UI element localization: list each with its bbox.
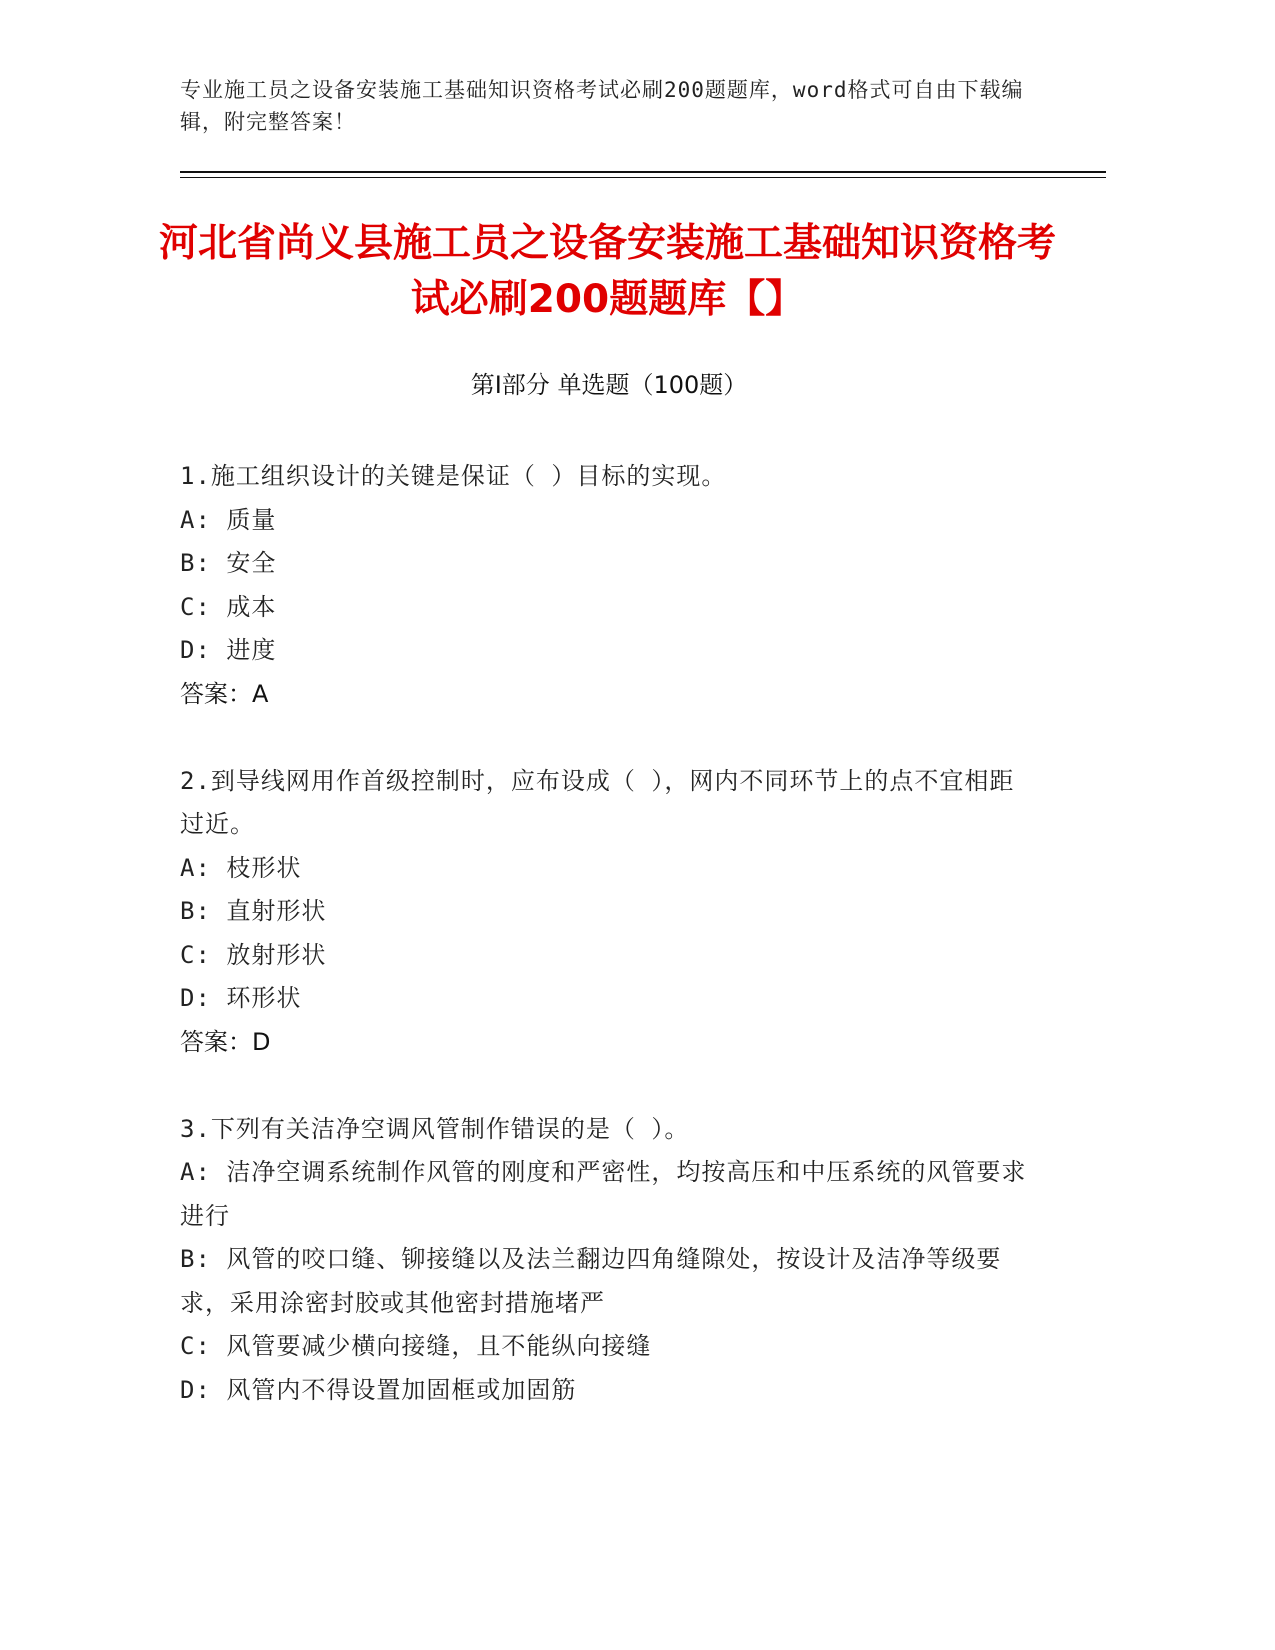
question-2 [180, 760, 1030, 1065]
option-b: B: 直射形状 [180, 897, 327, 925]
option-d: D: 风管内不得设置加固框或加固筋 [180, 1375, 577, 1404]
option-c: C: 成本 [180, 592, 277, 621]
option-d: D: 进度 [180, 636, 277, 664]
answer-line: 答案：D [180, 1027, 271, 1056]
header-rule-thick [180, 171, 1106, 173]
answer-line: 答案：A [180, 679, 269, 708]
section-heading: 第I部分 单选题（100题） [470, 371, 748, 399]
option-b: B: 风管的咬口缝、铆接缝以及法兰翻边四角缝隙处，按设计及洁净等级要求，采用涂密封胶或其他密封措施堵严 [180, 1245, 1002, 1317]
header-rule-thin [180, 177, 1106, 178]
question-3 [180, 1108, 1030, 1413]
question-list [180, 455, 1030, 1456]
question-stem: 2.到导线网用作首级控制时，应布设成（ ），网内不同环节上的点不宜相距过近。 [180, 766, 1015, 838]
option-d: D: 环形状 [180, 984, 302, 1012]
option-a: A: 洁净空调系统制作风管的刚度和严密性，均按高压和中压系统的风管要求进行 [180, 1158, 1027, 1230]
question-1 [180, 455, 1030, 716]
header-note: 专业施工员之设备安装施工基础知识资格考试必刷200题题库，word格式可自由下载编辑，附完整答案！ [180, 78, 1024, 134]
question-stem: 3.下列有关洁净空调风管制作错误的是（ ）。 [180, 1114, 690, 1143]
document-title: 河北省尚义县施工员之设备安装施工基础知识资格考试必刷200题题库【】 [158, 221, 1056, 322]
question-stem: 1.施工组织设计的关键是保证（ ）目标的实现。 [180, 462, 727, 490]
option-a: A: 枝形状 [180, 853, 302, 882]
option-c: C: 放射形状 [180, 940, 327, 969]
option-a: A: 质量 [180, 505, 277, 534]
option-b: B: 安全 [180, 549, 277, 577]
option-c: C: 风管要减少横向接缝，且不能纵向接缝 [180, 1332, 652, 1360]
